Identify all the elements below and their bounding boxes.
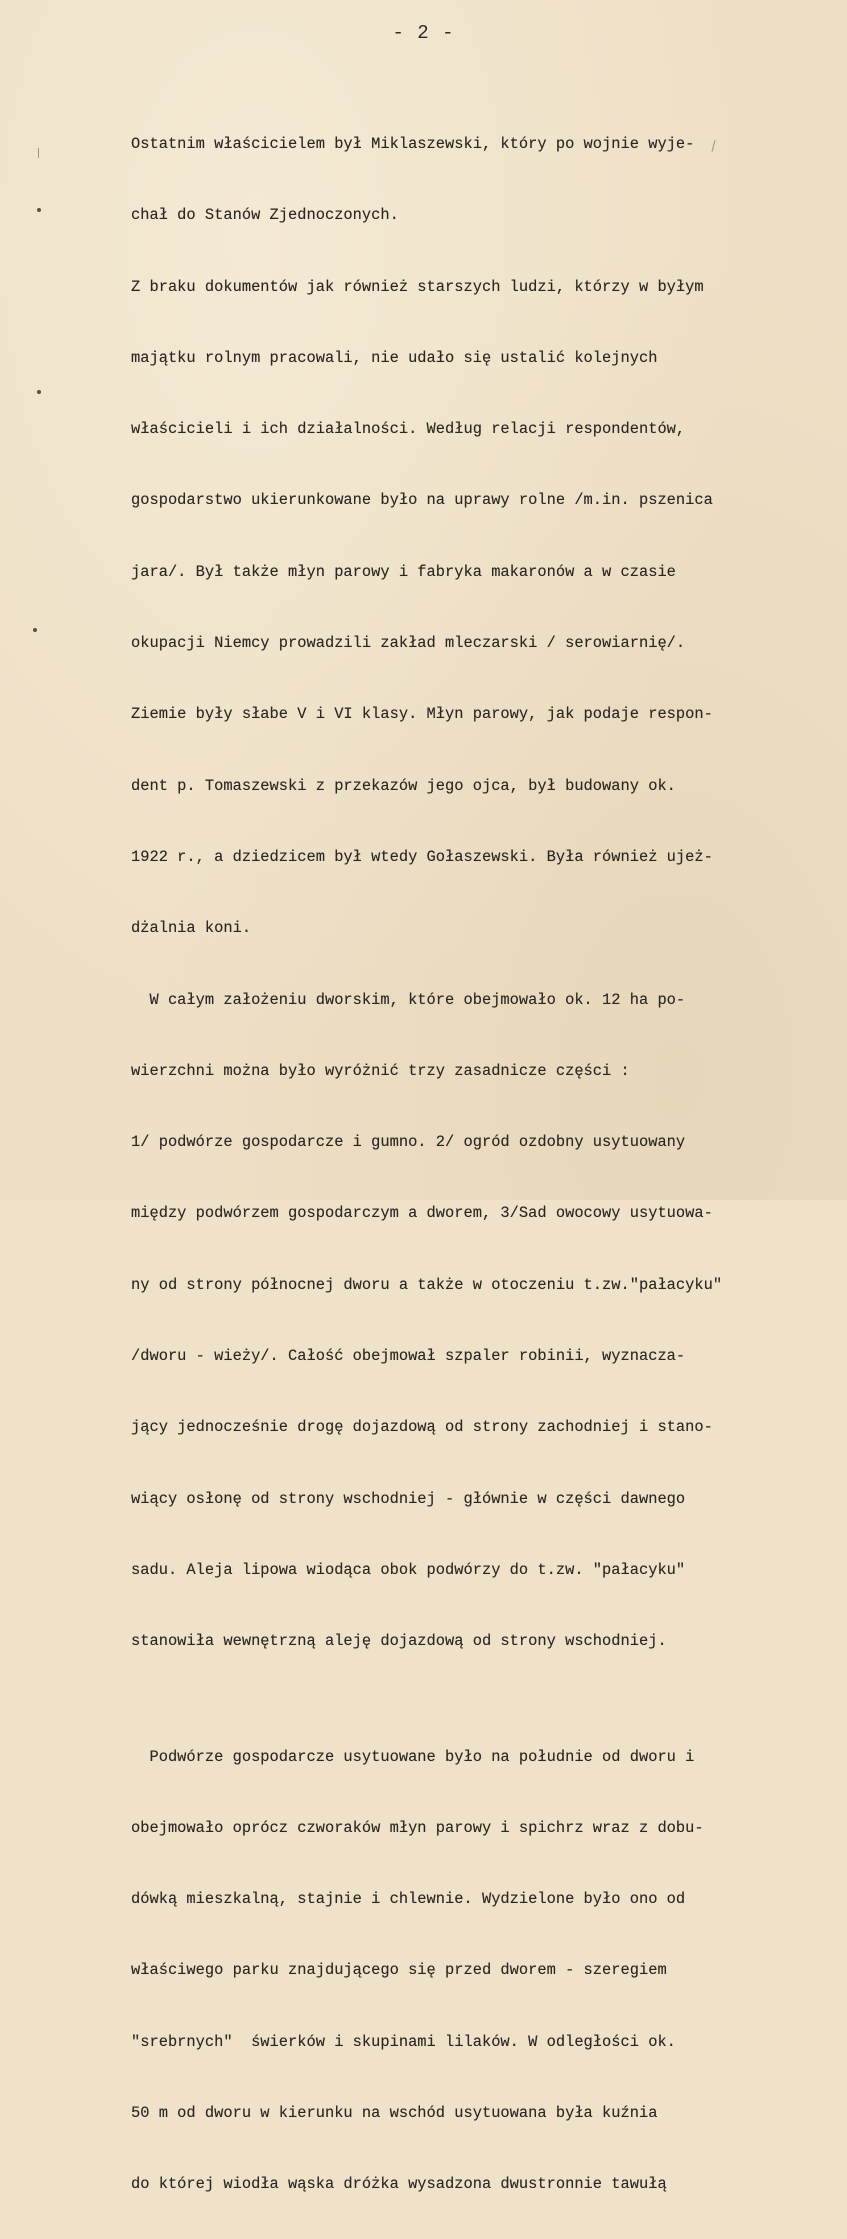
text-line: W całym założeniu dworskim, które obejmowało ok. 12 ha po- xyxy=(131,990,686,1009)
text-line: ny od strony północnej dworu a także w otoczeniu t.zw."pałacyku" xyxy=(131,1275,723,1294)
text-line: 1922 r., a dziedzicem był wtedy Gołaszewski. Była również ujeż- xyxy=(131,847,713,866)
paper-scratch xyxy=(38,148,39,158)
text-line: Podwórze gospodarcze usytuowane było na południe od dworu i xyxy=(131,1747,695,1766)
text-line: jący jednocześnie drogę dojazdową od strony zachodniej i stano- xyxy=(131,1418,713,1437)
text-line: "srebrnych" świerków i skupinami lilaków. W odległości ok. xyxy=(131,2032,676,2051)
page-number: - 2 - xyxy=(392,22,455,44)
punch-mark xyxy=(33,628,37,632)
text-line: dent p. Tomaszewski z przekazów jego ojca, był budowany ok. xyxy=(131,776,676,795)
text-line: wierzchni można było wyróżnić trzy zasadnicze części : xyxy=(131,1061,630,1080)
text-line: obejmowało oprócz czworaków młyn parowy i spichrz wraz z dobu- xyxy=(131,1818,704,1837)
text-line: chał do Stanów Zjednoczonych. xyxy=(131,206,399,225)
text-line: /dworu - wieży/. Całość obejmował szpaler robinii, wyznacza- xyxy=(131,1347,686,1366)
text-line: Z braku dokumentów jak również starszych ludzi, którzy w byłym xyxy=(131,277,704,296)
punch-mark xyxy=(37,208,41,212)
text-line: gospodarstwo ukierunkowane było na uprawy rolne /m.in. pszenica xyxy=(131,491,713,510)
text-line: Ziemie były słabe V i VI klasy. Młyn parowy, jak podaje respon- xyxy=(131,705,713,724)
text-line: okupacji Niemcy prowadzili zakład mleczarski / serowiarnię/. xyxy=(131,634,686,653)
text-line: wiący osłonę od strony wschodniej - głównie w części dawnego xyxy=(131,1489,686,1508)
text-line: majątku rolnym pracowali, nie udało się ustalić kolejnych xyxy=(131,348,658,367)
text-line: jara/. Był także młyn parowy i fabryka makaronów a w czasie xyxy=(131,562,676,581)
text-line: stanowiła wewnętrzną aleję dojazdową od strony wschodniej. xyxy=(131,1632,667,1651)
text-line: między podwórzem gospodarczym a dworem, 3/Sad owocowy usytuowa- xyxy=(131,1204,713,1223)
text-line: dówką mieszkalną, stajnie i chlewnie. Wydzielone było ono od xyxy=(131,1890,686,1909)
text-line: dżalnia koni. xyxy=(131,919,252,938)
text-line: 50 m od dworu w kierunku na wschód usytuowana była kuźnia xyxy=(131,2104,658,2123)
punch-mark xyxy=(37,390,41,394)
typed-body-text xyxy=(131,91,831,2239)
text-line: właściwego parku znajdującego się przed dworem - szeregiem xyxy=(131,1961,667,1980)
text-line: Ostatnim właścicielem był Miklaszewski, który po wojnie wyje- xyxy=(131,135,695,153)
text-line: sadu. Aleja lipowa wiodąca obok podwórzy do t.zw. "pałacyku" xyxy=(131,1560,686,1579)
paragraph-gap xyxy=(131,1696,831,1704)
text-line: właścicieli i ich działalności. Według relacji respondentów, xyxy=(131,420,686,439)
text-line: 1/ podwórze gospodarcze i gumno. 2/ ogród ozdobny usytuowany xyxy=(131,1133,686,1152)
text-line: do której wiodła wąska dróżka wysadzona dwustronnie tawułą xyxy=(131,2175,667,2194)
